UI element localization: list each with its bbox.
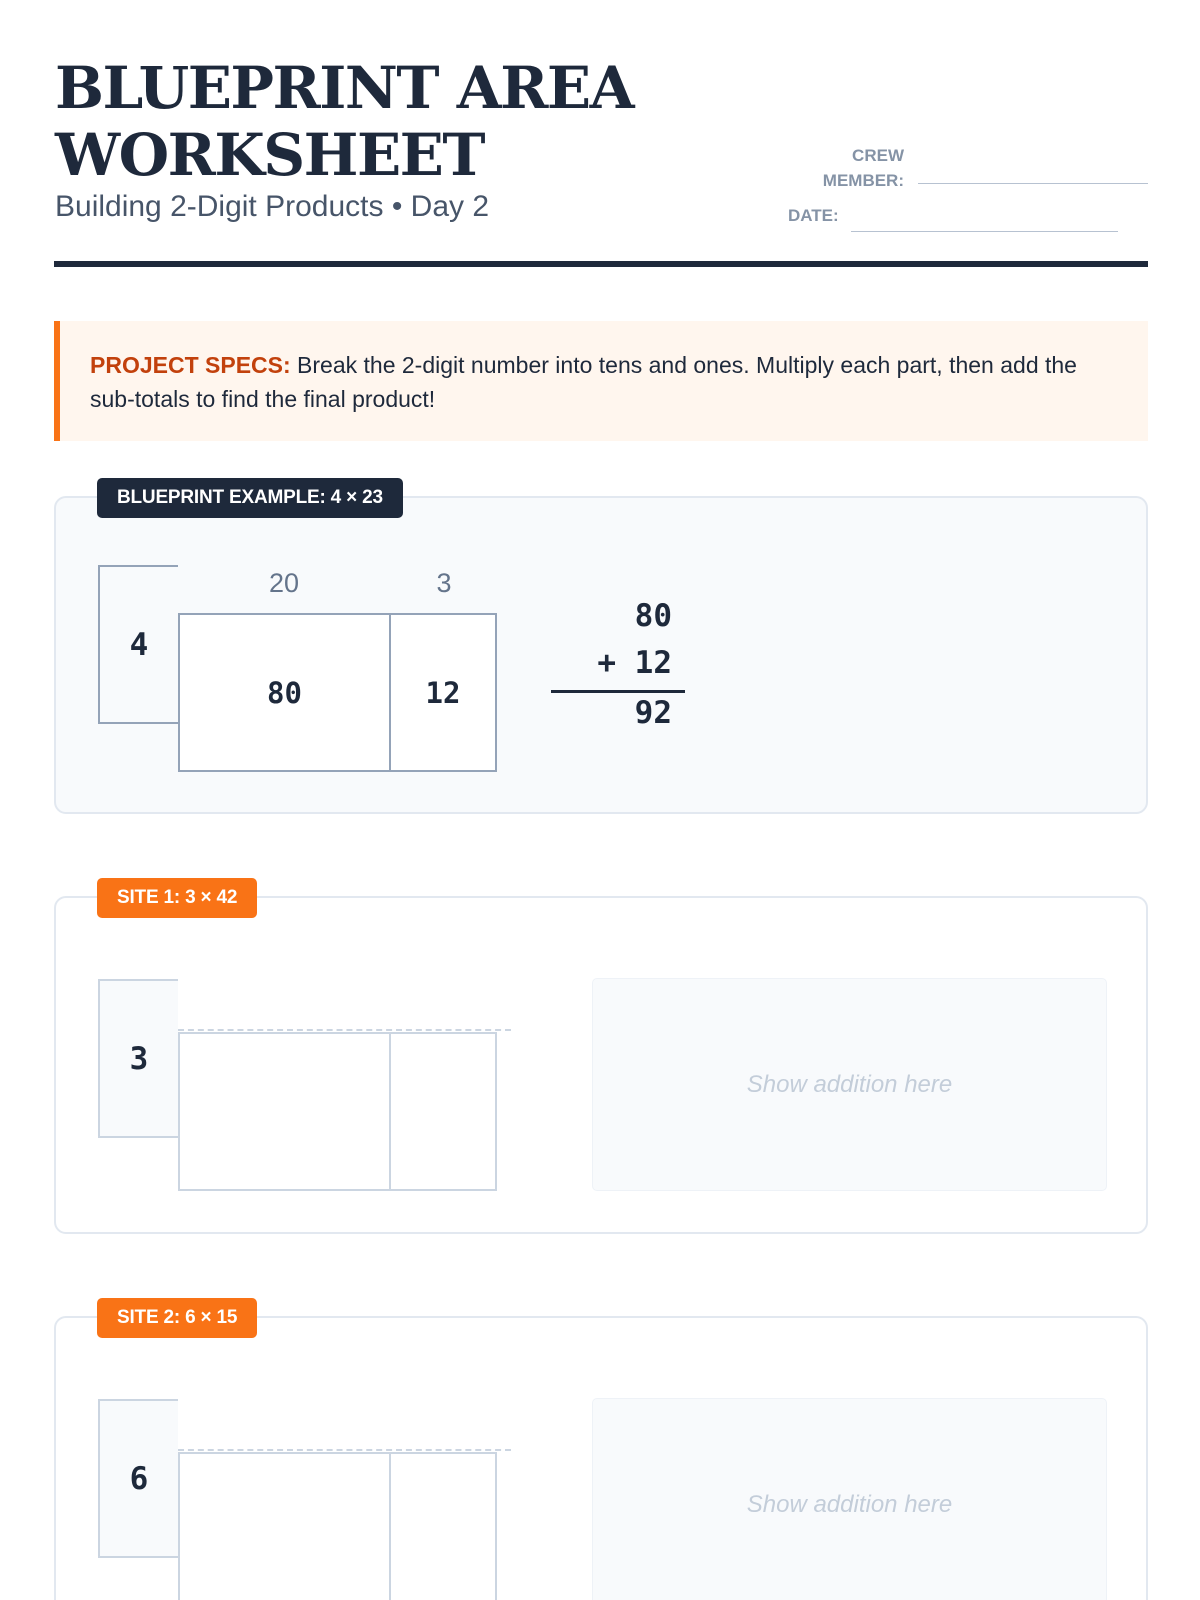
example-tens-product: 80 [180,615,391,770]
example-addend-1: 80 [634,598,672,634]
page-title [55,55,633,189]
site-1-tens-cell[interactable] [180,1034,391,1189]
site-1-badge: SITE 1: 3 × 42 [97,878,257,918]
crew-member-label [800,143,904,193]
title-line-1: BLUEPRINT AREA [55,54,634,122]
site-1-factor-box: 3 [98,979,178,1138]
example-sum: 92 [634,695,672,731]
site-1-ones-cell[interactable] [391,1034,495,1189]
crew-label-line-2: MEMBER: [822,171,904,190]
site-2-addition-area[interactable]: Show addition here [592,1398,1107,1600]
example-factor-box: 4 [98,565,178,724]
site-2-tens-cell[interactable] [180,1454,391,1600]
project-specs-callout [54,321,1148,441]
header-divider [54,261,1148,267]
site-1-area-grid [178,1032,497,1191]
site-2-badge: SITE 2: 6 × 15 [97,1298,257,1338]
title-line-2: WORKSHEET [55,121,485,189]
specs-text: Break the 2-digit number into tens and ones. Multiply each part, then add the sub-totals to find the final product! [90,352,1077,412]
site-2-area-grid [178,1452,497,1600]
site-2-ones-cell[interactable] [391,1454,495,1600]
example-area-grid [178,613,497,772]
site-1-label-line [178,1029,511,1031]
date-label: DATE: [788,206,839,225]
site-2-factor-box: 6 [98,1399,178,1558]
site-1-addition-area[interactable]: Show addition here [592,978,1107,1191]
crew-label-line-1: CREW [852,146,904,165]
specs-label: PROJECT SPECS: [90,352,291,378]
example-badge: BLUEPRINT EXAMPLE: 4 × 23 [97,478,403,518]
example-ones-product: 12 [425,675,461,710]
tens-column-label: 20 [268,568,300,598]
site-2-label-line [178,1449,511,1451]
ones-column-label: 3 [436,568,452,598]
page-subtitle: Building 2-Digit Products • Day 2 [55,190,490,223]
date-field[interactable] [851,231,1118,232]
example-addend-2: + 12 [597,645,672,681]
crew-member-field[interactable] [918,183,1148,184]
example-sum-rule [551,690,685,693]
